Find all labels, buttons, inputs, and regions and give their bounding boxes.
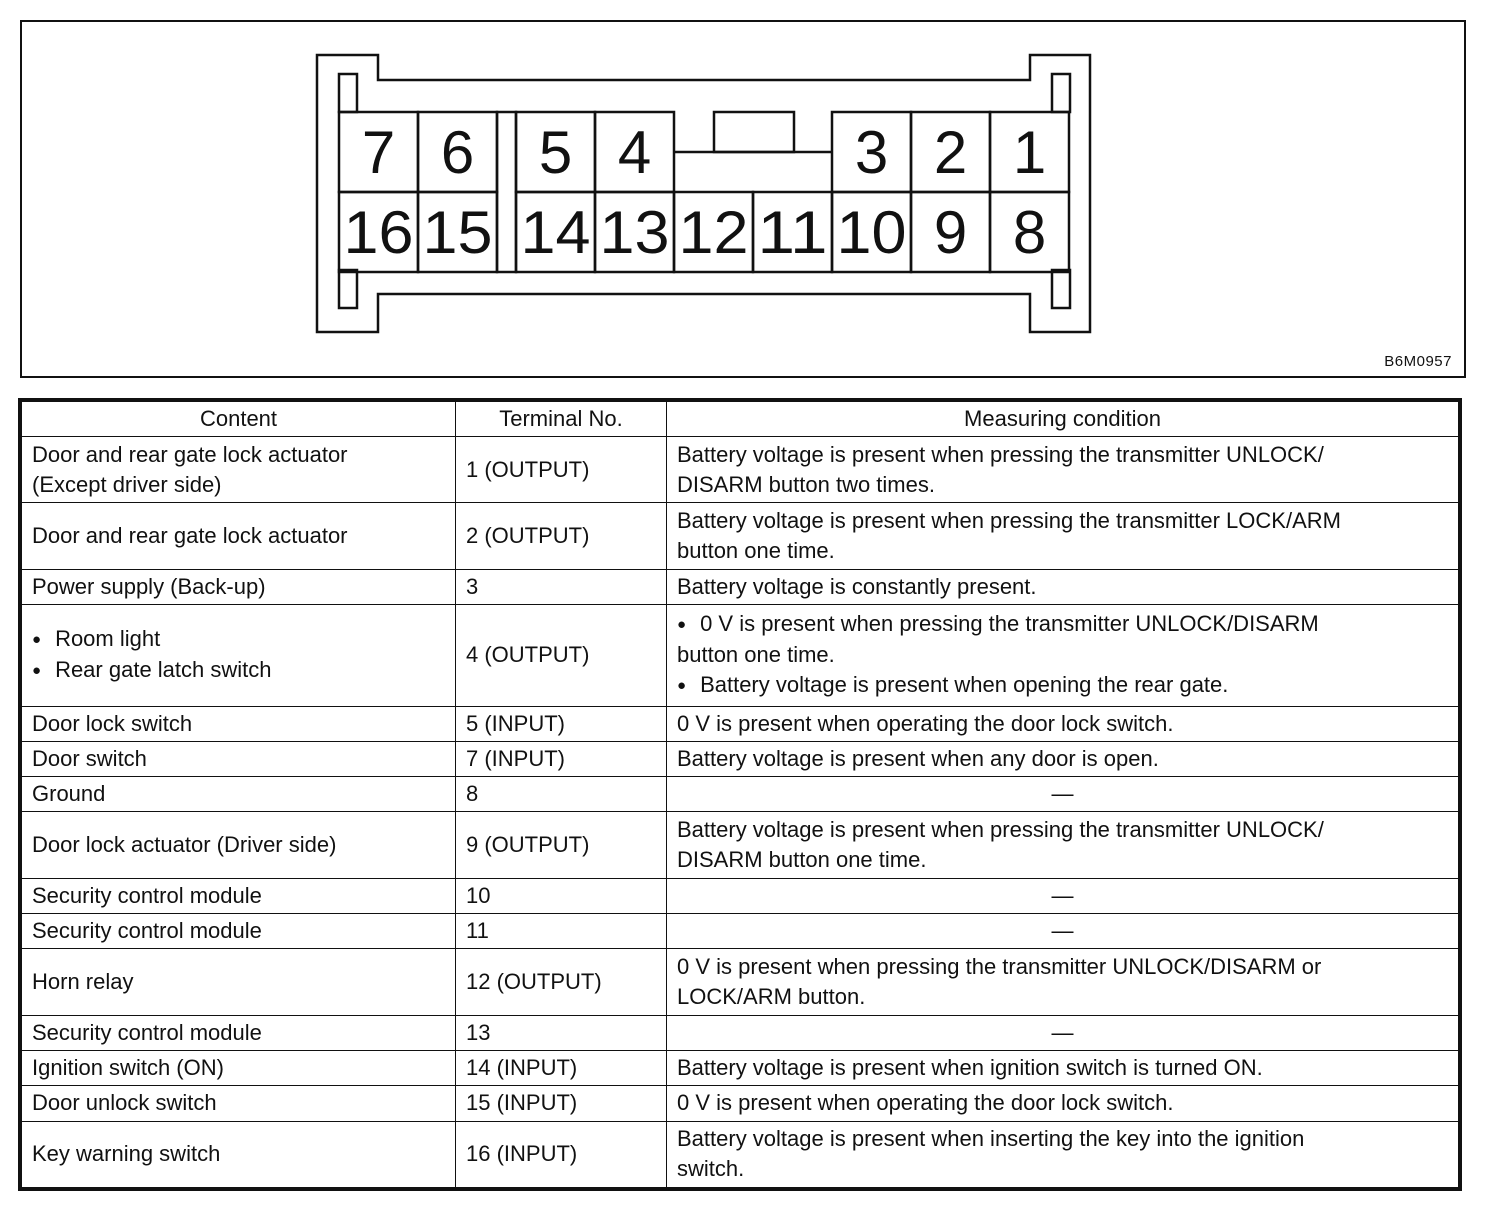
terminal-11-label: 11: [757, 199, 828, 266]
condition-cell: [667, 741, 1459, 776]
condition-cell: [667, 949, 1459, 1015]
terminal-2-label: 2: [933, 119, 968, 186]
cell-line: Ignition switch (ON): [32, 1055, 224, 1081]
condition-cell: [667, 914, 1459, 949]
cell-line: Battery voltage is present when ignition switch is turned ON.: [677, 1055, 1263, 1081]
condition-cell: [667, 777, 1459, 812]
table-row: [22, 741, 1459, 776]
condition-cell: [667, 437, 1459, 503]
cell-line: Door and rear gate lock actuator: [32, 441, 348, 467]
terminal-cell: 9 (OUTPUT): [456, 812, 667, 878]
bullet-item: ● Battery voltage is present when opening the rear gate.: [677, 670, 1448, 701]
terminal-7-label: 7: [361, 119, 396, 186]
table-row: [22, 949, 1459, 1015]
housing-gap: [497, 112, 516, 272]
bullet-continuation: button one time.: [677, 642, 835, 668]
cell-line: 0 V is present when operating the door lock switch.: [677, 710, 1174, 736]
table-row: [22, 1121, 1459, 1187]
cell-line: Battery voltage is present when pressing the transmitter UNLOCK/: [677, 817, 1324, 843]
cell-line: Security control module: [32, 882, 262, 908]
terminal-table-container: [18, 398, 1462, 1191]
content-cell: [22, 1015, 456, 1050]
content-cell: [22, 949, 456, 1015]
left-latch-bottom: [339, 270, 357, 308]
condition-cell: [667, 1121, 1459, 1187]
terminal-cell: 14 (INPUT): [456, 1051, 667, 1086]
content-cell: [22, 706, 456, 741]
terminal-9-label: 9: [933, 199, 968, 266]
content-cell: [22, 1086, 456, 1121]
cell-line: Door and rear gate lock actuator: [32, 523, 348, 549]
cell-line: Battery voltage is present when pressing the transmitter LOCK/ARM: [677, 508, 1341, 534]
condition-cell: [667, 1015, 1459, 1050]
terminal-cell: 4 (OUTPUT): [456, 605, 667, 707]
content-cell: [22, 605, 456, 707]
cell-line: Door lock actuator (Driver side): [32, 832, 337, 858]
table-row: [22, 914, 1459, 949]
cell-line: Power supply (Back-up): [32, 573, 266, 599]
table-row: [22, 437, 1459, 503]
table-row: [22, 777, 1459, 812]
terminal-cell: 1 (OUTPUT): [456, 437, 667, 503]
cell-line: Battery voltage is constantly present.: [677, 573, 1037, 599]
table-header-row: [22, 402, 1459, 437]
table-row: [22, 812, 1459, 878]
header-content: Content: [22, 402, 456, 437]
condition-cell: [667, 878, 1459, 913]
cell-line: (Except driver side): [32, 471, 222, 497]
cell-line: switch.: [677, 1156, 745, 1182]
table-row: [22, 1051, 1459, 1086]
content-cell: [22, 812, 456, 878]
cell-line: Battery voltage is present when pressing the transmitter UNLOCK/: [677, 441, 1324, 467]
table-row: [22, 605, 1459, 707]
terminal-6-label: 6: [440, 119, 475, 186]
connector-diagram-frame: [20, 20, 1466, 378]
bullet-item: ● Room light: [32, 624, 445, 655]
terminal-3-label: 3: [854, 119, 889, 186]
condition-cell: [667, 706, 1459, 741]
terminal-14-label: 14: [520, 199, 591, 266]
condition-cell: [667, 503, 1459, 569]
condition-cell: [667, 812, 1459, 878]
content-cell: [22, 437, 456, 503]
figure-code: B6M0957: [1384, 353, 1452, 370]
cell-line: Door lock switch: [32, 710, 193, 736]
terminal-cell: 5 (INPUT): [456, 706, 667, 741]
content-cell: [22, 878, 456, 913]
table-row: [22, 1086, 1459, 1121]
table-row: [22, 1015, 1459, 1050]
bullet-item: ● 0 V is present when pressing the transmitter UNLOCK/DISARM: [677, 609, 1448, 640]
terminal-cell: 12 (OUTPUT): [456, 949, 667, 1015]
cell-line: Battery voltage is present when inserting the key into the ignition: [677, 1126, 1305, 1152]
table-row: [22, 569, 1459, 604]
terminal-5-label: 5: [538, 119, 573, 186]
terminal-16-label: 16: [343, 199, 414, 266]
content-cell: [22, 1121, 456, 1187]
terminal-cell: 11: [456, 914, 667, 949]
cell-line: 0 V is present when operating the door lock switch.: [677, 1090, 1174, 1116]
connector-housing-outer: [317, 55, 1090, 332]
cell-line: Key warning switch: [32, 1141, 221, 1167]
right-latch-top: [1052, 74, 1070, 112]
cell-line: DISARM button one time.: [677, 847, 927, 873]
cell-line: —: [1051, 882, 1074, 908]
connector-key-tab: [714, 112, 794, 152]
cell-line: Ground: [32, 781, 106, 807]
cell-line: Security control module: [32, 918, 262, 944]
terminal-1-label: 1: [1012, 119, 1047, 186]
cell-line: Security control module: [32, 1019, 262, 1045]
cell-line: —: [1051, 781, 1074, 807]
left-latch-top: [339, 74, 357, 112]
condition-cell: [667, 1051, 1459, 1086]
terminal-4-label: 4: [617, 119, 652, 186]
condition-cell: [667, 569, 1459, 604]
cell-line: —: [1051, 1019, 1074, 1045]
cell-line: Battery voltage is present when any door is open.: [677, 746, 1159, 772]
cell-line: Door switch: [32, 746, 147, 772]
cell-line: button one time.: [677, 538, 835, 564]
terminal-table: [21, 401, 1459, 1188]
right-latch-bottom: [1052, 270, 1070, 308]
terminal-cell: 8: [456, 777, 667, 812]
terminal-12-label: 12: [678, 199, 749, 266]
content-cell: [22, 503, 456, 569]
cell-line: 0 V is present when pressing the transmitter UNLOCK/DISARM or: [677, 954, 1322, 980]
terminal-cell: 16 (INPUT): [456, 1121, 667, 1187]
cell-line: Horn relay: [32, 969, 134, 995]
header-terminal-no: Terminal No.: [456, 402, 667, 437]
bullet-item: ● Rear gate latch switch: [32, 655, 445, 686]
table-row: [22, 706, 1459, 741]
terminal-13-label: 13: [599, 199, 670, 266]
terminal-8-label: 8: [1012, 199, 1047, 266]
terminal-15-label: 15: [422, 199, 493, 266]
cell-line: LOCK/ARM button.: [677, 984, 866, 1010]
condition-cell: [667, 605, 1459, 707]
cell-line: —: [1051, 918, 1074, 944]
terminal-cell: 7 (INPUT): [456, 741, 667, 776]
cell-line: Door unlock switch: [32, 1090, 217, 1116]
terminal-cell: 15 (INPUT): [456, 1086, 667, 1121]
content-cell: [22, 1051, 456, 1086]
table-row: [22, 503, 1459, 569]
terminal-cell: 2 (OUTPUT): [456, 503, 667, 569]
header-measuring-condition: Measuring condition: [667, 402, 1459, 437]
terminal-10-label: 10: [836, 199, 907, 266]
content-cell: [22, 914, 456, 949]
content-cell: [22, 777, 456, 812]
table-row: [22, 878, 1459, 913]
terminal-cell: 10: [456, 878, 667, 913]
content-cell: [22, 569, 456, 604]
terminal-cell: 13: [456, 1015, 667, 1050]
cell-line: DISARM button two times.: [677, 471, 935, 497]
condition-cell: [667, 1086, 1459, 1121]
terminal-cell: 3: [456, 569, 667, 604]
content-cell: [22, 741, 456, 776]
connector-diagram: [22, 22, 1464, 376]
